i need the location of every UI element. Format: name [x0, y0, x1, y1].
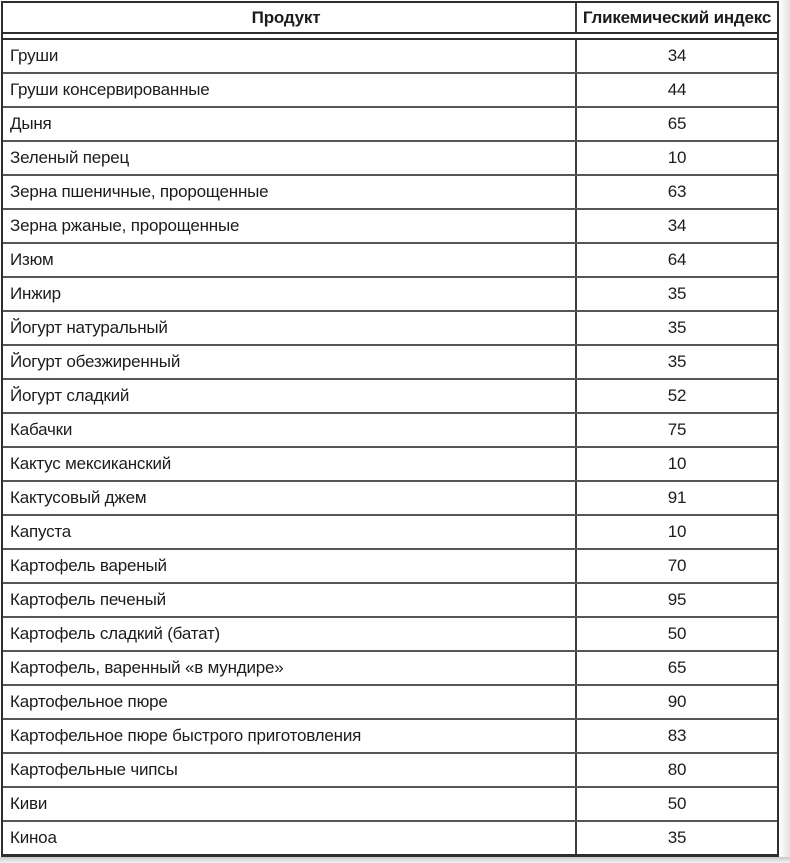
glycemic-index-value-cell: 50 — [667, 624, 687, 643]
scan-edge-artifact-right — [779, 0, 790, 863]
table-row — [3, 108, 777, 142]
table-row — [3, 244, 777, 278]
table-row — [3, 822, 777, 854]
product-cell: Кактус мексиканский — [3, 448, 577, 480]
table-row — [3, 312, 777, 346]
glycemic-index-value-cell: 35 — [667, 284, 687, 303]
table-row — [3, 754, 777, 788]
table-row — [3, 482, 777, 516]
product-cell: Картофельное пюре — [3, 686, 577, 718]
table-row — [3, 414, 777, 448]
table-row — [3, 380, 777, 414]
product-cell: Киви — [3, 788, 577, 820]
product-cell: Зерна ржаные, пророщенные — [3, 210, 577, 242]
glycemic-index-value-cell: 10 — [667, 148, 687, 167]
product-cell: Картофель вареный — [3, 550, 577, 582]
scan-edge-artifact-bottom — [0, 857, 790, 863]
product-cell: Кабачки — [3, 414, 577, 446]
product-cell: Груши — [3, 40, 577, 72]
product-cell: Изюм — [3, 244, 577, 276]
table-row — [3, 516, 777, 550]
table-row — [3, 74, 777, 108]
glycemic-index-value-cell: 50 — [667, 794, 687, 813]
table-row — [3, 142, 777, 176]
table-row — [3, 278, 777, 312]
product-cell: Зеленый перец — [3, 142, 577, 174]
glycemic-index-value-cell: 95 — [667, 590, 687, 609]
table-row — [3, 788, 777, 822]
glycemic-index-value-cell: 90 — [667, 692, 687, 711]
table-row — [3, 40, 777, 74]
glycemic-index-value-cell: 65 — [667, 114, 687, 133]
glycemic-index-value-cell: 34 — [667, 46, 687, 65]
glycemic-index-value-cell: 34 — [667, 216, 687, 235]
table-row — [3, 584, 777, 618]
glycemic-index-value-cell: 70 — [667, 556, 687, 575]
glycemic-index-value-cell: 64 — [667, 250, 687, 269]
glycemic-index-value-cell: 44 — [667, 80, 687, 99]
table-row — [3, 346, 777, 380]
table-row — [3, 720, 777, 754]
glycemic-index-value-cell: 35 — [667, 828, 687, 847]
product-cell: Картофель, варенный «в мундире» — [3, 652, 577, 684]
table-header-row — [1, 1, 779, 34]
product-cell: Йогурт обезжиренный — [3, 346, 577, 378]
glycemic-index-value-cell: 65 — [667, 658, 687, 677]
glycemic-index-value-cell: 52 — [667, 386, 687, 405]
product-cell: Йогурт сладкий — [3, 380, 577, 412]
product-cell: Йогурт натуральный — [3, 312, 577, 344]
glycemic-index-value-cell: 35 — [667, 318, 687, 337]
table-row — [3, 550, 777, 584]
column-header-glycemic-index: Гликемический индекс — [582, 7, 772, 27]
product-cell: Картофельное пюре быстрого приготовления — [3, 720, 577, 752]
product-cell: Инжир — [3, 278, 577, 310]
glycemic-index-value-cell: 35 — [667, 352, 687, 371]
table-row — [3, 448, 777, 482]
column-header-product: Продукт — [3, 3, 577, 32]
glycemic-index-value-cell: 10 — [667, 522, 687, 541]
product-cell: Картофель сладкий (батат) — [3, 618, 577, 650]
table-row — [3, 618, 777, 652]
table-row — [3, 210, 777, 244]
glycemic-index-table — [1, 1, 779, 857]
product-cell: Дыня — [3, 108, 577, 140]
glycemic-index-value-cell: 63 — [667, 182, 687, 201]
product-cell: Картофель печеный — [3, 584, 577, 616]
product-cell: Груши консервированные — [3, 74, 577, 106]
glycemic-index-value-cell: 80 — [667, 760, 687, 779]
glycemic-index-value-cell: 83 — [667, 726, 687, 745]
product-cell: Зерна пшеничные, пророщенные — [3, 176, 577, 208]
glycemic-index-value-cell: 10 — [667, 454, 687, 473]
table-row — [3, 652, 777, 686]
product-cell: Кактусовый джем — [3, 482, 577, 514]
product-cell: Киноа — [3, 822, 577, 854]
table-row — [3, 176, 777, 210]
product-cell: Капуста — [3, 516, 577, 548]
product-cell: Картофельные чипсы — [3, 754, 577, 786]
table-body — [1, 38, 779, 857]
glycemic-index-value-cell: 75 — [667, 420, 687, 439]
table-row — [3, 686, 777, 720]
glycemic-index-value-cell: 91 — [667, 488, 687, 507]
